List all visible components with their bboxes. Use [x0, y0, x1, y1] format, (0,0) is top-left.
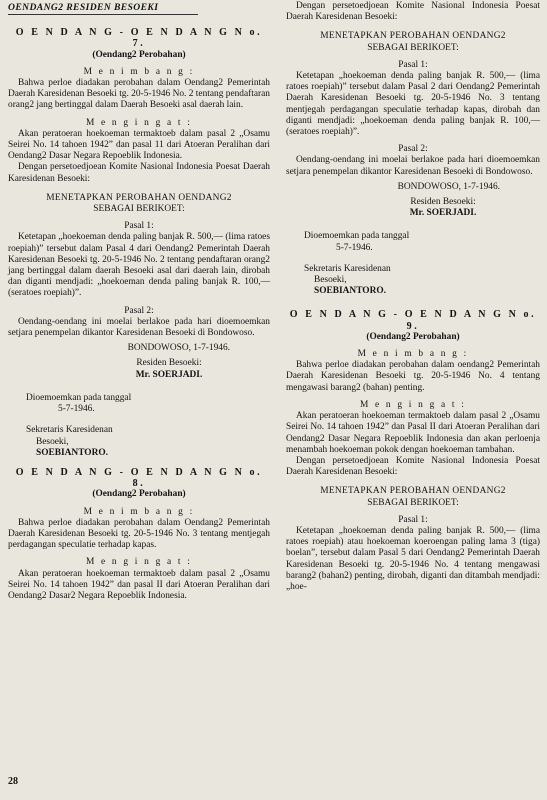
- law7-secretary-2: Besoeki,: [36, 436, 69, 447]
- law8-menimbang-text: Bahwa perloe diadakan perobahan dalam Oendang2 Pemerintah Daerah Karesidenan Besoeki tg. 20-5-1946 No. 3 tentang mentjegah perdagangan speculatie terhadap kapas.: [8, 517, 270, 551]
- law7-menimbang-text: Bahwa perloe diadakan perobahan dalam Oendang2 Pemerintah Daerah Karesidenan Besoeki tg. 20-5-1946 No. 2 tentang pendaftaran orang2 jang bertinggal dalam Daerah Besoeki asal daerah lain.: [8, 78, 270, 111]
- law7-resident-title: Residen Besoeki:: [136, 358, 202, 369]
- law7-mengingat-label: M e n g i n g a t :: [85, 117, 193, 128]
- law9-title: O E N D A N G - O E N D A N G N o. 9.: [289, 309, 537, 332]
- law7-menimbang-label: M e n i m b a n g :: [83, 66, 195, 77]
- law7-pasal1-label: Pasal 1:: [124, 221, 154, 232]
- law8-menetapkan-2: SEBAGAI BERIKOET:: [367, 42, 459, 53]
- law8-mengingat-label: M e n g i n g a t :: [85, 557, 193, 568]
- law8-title: O E N D A N G - O E N D A N G N o. 8.: [15, 466, 263, 490]
- law8-secretary-2: Besoeki,: [314, 275, 347, 286]
- running-head: OENDANG2 RESIDEN BESOEKI: [8, 2, 198, 15]
- law9-mengingat-text: Akan peratoeran hoekoeman termaktoeb dalam pasal 2 „Osamu Seirei No. 14 tahoen 1942” dan Pasal II dari Atoeran Peralihan dari Oendang2 Dasar Negara Repoeblik Indonesia dan akan perloenja menambah hoekoeman pokok dengan hoekoeman tambahan.: [286, 411, 540, 455]
- law8-resident-name: Mr. SOERJADI.: [409, 208, 477, 219]
- law7-resident-name: Mr. SOERJADI.: [135, 369, 203, 380]
- law8-persetoedjoean: Dengan persetoedjoean Komite Nasional Indonesia Poesat Daerah Karesidenan Besoeki:: [286, 1, 540, 23]
- page-number: 28: [8, 776, 18, 787]
- law9-menimbang-text: Bahwa perloe diadakan perobahan dalam oendang2 Pemerintah Daerah Karesidenan Besoeki tg. 20-5-1946 No. 4 tentang mengawasi barang2 (bahan) penting.: [286, 360, 540, 393]
- law9-mengingat-label: M e n g i n g a t :: [359, 399, 467, 410]
- law8-place-date: BONDOWOSO, 1-7-1946.: [397, 181, 500, 192]
- law8-subtitle: (Oendang2 Perobahan): [92, 489, 186, 500]
- law8-pasal1-text: Ketetapan „hoekoeman denda paling banjak R. 500,— (lima ratoes roepiah)” tersebut dalam Pasal 2 dari Oendang2 Pemerintah Daerah Karesidenan Besoeki tg. 20-5-1946 No. 3 tentang mentjegah perdagangan speculatie terhadap kapas, dirobah dan diganti mendjadi: „hoekoeman denda paling banjak R. 100,— (seratoes roepiah)”.: [286, 71, 540, 138]
- law8-resident-title: Residen Besoeki:: [410, 197, 476, 208]
- law9-menetapkan-2: SEBAGAI BERIKOET:: [367, 497, 459, 508]
- law9-pasal1-text: Ketetapan „hoekoeman denda paling banjak R. 500,— (lima ratoes roepiah) atau hoekoeman koeroengan paling lama 3 (tiga) boelan”, tersebut dalam Pasal 5 dari Oendang2 Pemerintah Daerah Karesidenan Besoeki tg. 20-5-1946 No. 4 tentang mengawasi barang2 (bahan2) penting, dirobah, diganti dan ditambah mendjadi: „hoe-: [286, 525, 540, 592]
- law8-promulgated-date: 5-7-1946.: [336, 242, 373, 253]
- law7-promulgated-date: 5-7-1946.: [58, 404, 95, 415]
- law7-mengingat-text: Akan peratoeran hoekoeman termaktoeb dalam pasal 2 „Osamu Seirei No. 14 tahoen 1942” dan pasal 11 dari Atoeran Peralihan dari Oendang2 Dasar Negara Repoeblik Indonesia.: [8, 128, 270, 162]
- law7-pasal2-text: Oendang-oendang ini moelai berlakoe pada hari dioemoemkan setjara penempelan dikantor Karesidenan Besoeki di Bondowoso.: [8, 316, 270, 339]
- law9-persetoedjoean: Dengan persetoedjoean Komite Nasional Indonesia Poesat Daerah Karesidenan Besoeki:: [286, 455, 540, 478]
- law8-menetapkan-1: MENETAPKAN PEROBAHAN OENDANG2: [320, 31, 506, 42]
- law7-persetoedjoean: Dengan persetoedjoean Komite Nasional Indonesia Poesat Daerah Karesidenan Besoeki:: [8, 162, 270, 184]
- law8-pasal2-text: Oendang-oendang ini moelai berlakoe pada hari dioemoemkan setjara penempelan dikantor Karesidenan Besoeki di Bondowoso.: [286, 155, 540, 177]
- law9-pasal1-label: Pasal 1:: [398, 514, 428, 525]
- law7-menetapkan-1: MENETAPKAN PEROBAHAN OENDANG2: [46, 192, 232, 203]
- law8-menimbang-label: M e n i m b a n g :: [83, 506, 195, 517]
- law7-promulgated: Dioemoemkan pada tanggal: [26, 392, 132, 403]
- law8-mengingat-text: Akan peratoeran hoekoeman termaktoeb dalam pasal 2 „Osamu Seirei No. 14 tahoen 1942” dan pasal II dari Atoeran Peralihan dari Oendang2 Dasar2 Negara Repoeblik Indonesia.: [8, 568, 270, 601]
- law8-pasal2-label: Pasal 2:: [398, 144, 428, 155]
- law7-menetapkan-2: SEBAGAI BERIKOET:: [93, 204, 185, 215]
- law7-pasal1-text: Ketetapan „hoekoeman denda paling banjak R. 500,— (lima ratoes roepiah)” tersebut dalam Pasal 4 dari Oendang2 Pemerintah Daerah Karesidenan Besoeki tg. 20-5-1946 No. 2 tentang pendaftaran orang2 jang bertinggal dalam daerah Besoeki asal dari daerah lain, dirobah dan diganti mendjadi: „hoekoeman denda paling banjak R. 100,— (seratoes roepiah)”.: [8, 232, 270, 299]
- law7-secretary-1: Sekretaris Karesidenan: [26, 425, 113, 436]
- right-column: [286, 0, 540, 593]
- law9-menimbang-label: M e n i m b a n g :: [357, 349, 469, 360]
- law8-secretary-1: Sekretaris Karesidenan: [304, 263, 391, 274]
- law7-secretary-name: SOEBIANTORO.: [36, 447, 108, 458]
- left-column: [8, 0, 270, 602]
- law7-pasal2-label: Pasal 2:: [124, 305, 154, 316]
- law8-promulgated: Dioemoemkan pada tanggal: [304, 231, 410, 242]
- law8-pasal1-label: Pasal 1:: [398, 59, 428, 70]
- law9-subtitle: (Oendang2 Perobahan): [366, 331, 460, 342]
- law8-secretary-name: SOEBIANTORO.: [314, 286, 386, 297]
- law7-title: O E N D A N G - O E N D A N G N o. 7.: [15, 27, 263, 50]
- law7-subtitle: (Oendang2 Perobahan): [92, 49, 186, 60]
- law9-menetapkan-1: MENETAPKAN PEROBAHAN OENDANG2: [320, 486, 506, 497]
- law7-place-date: BONDOWOSO, 1-7-1946.: [127, 343, 230, 354]
